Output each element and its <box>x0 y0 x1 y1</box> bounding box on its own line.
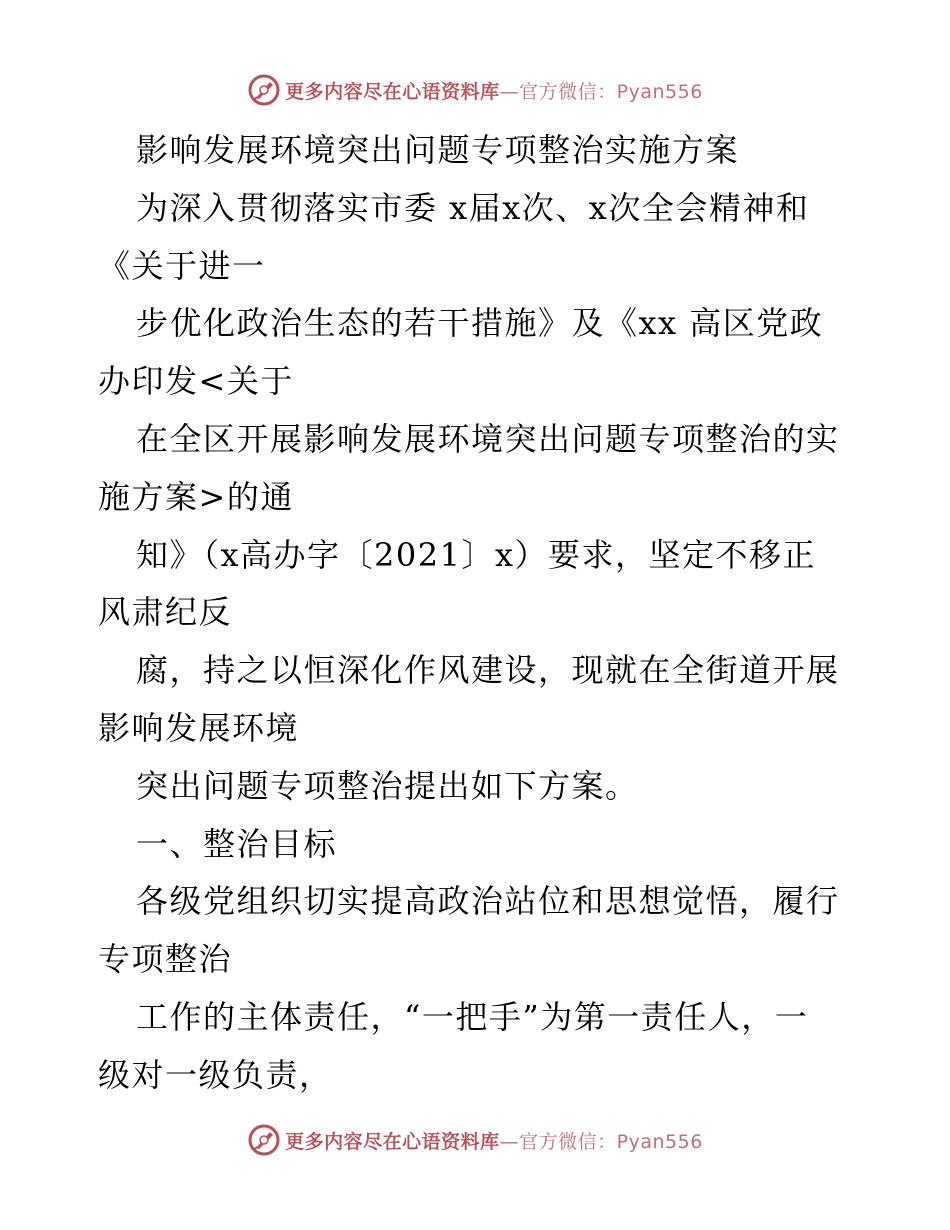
document-line: 各级党组织切实提高政治站位和思想觉悟，履行 <box>136 882 840 921</box>
watermark-bold-text: 更多内容尽在心语资料库 <box>285 80 500 103</box>
document-line: 影响发展环境 <box>98 708 300 747</box>
document-line: 《关于进一 <box>98 246 266 285</box>
watermark-contact-text: —官方微信：Pyan556 <box>499 1130 703 1153</box>
document-line: 步优化政治生态的若干措施》及《xx 高区党政 <box>136 304 824 343</box>
document-line: 办印发<关于 <box>98 362 294 401</box>
document-line: 一、整治目标 <box>136 824 338 863</box>
feather-pen-seal-icon <box>247 1123 281 1157</box>
document-body <box>98 122 858 1105</box>
watermark-bold-text: 更多内容尽在心语资料库 <box>285 1130 500 1153</box>
document-line: 突出问题专项整治提出如下方案。 <box>136 766 639 805</box>
document-line: 在全区开展影响发展环境突出问题专项整治的实 <box>136 419 840 458</box>
document-line: 级对一级负责， <box>98 1055 333 1094</box>
document-line: 工作的主体责任，“一把手”为第一责任人，一 <box>136 997 809 1036</box>
document-line: 施方案>的通 <box>98 477 294 516</box>
document-line: 腐，持之以恒深化作风建设，现就在全街道开展 <box>136 651 840 690</box>
footer-watermark <box>0 1120 950 1160</box>
document-line: 知》（x高办字〔2021〕x）要求，坚定不移正 <box>136 535 817 574</box>
document-line: 风肃纪反 <box>98 593 233 632</box>
document-line: 为深入贯彻落实市委 x届x次、x次全会精神和 <box>136 188 810 227</box>
header-watermark <box>0 70 950 110</box>
document-line: 影响发展环境突出问题专项整治实施方案 <box>136 131 740 169</box>
watermark-contact-text: —官方微信：Pyan556 <box>499 80 703 103</box>
feather-pen-seal-icon <box>247 73 281 107</box>
document-line: 专项整治 <box>98 940 233 979</box>
